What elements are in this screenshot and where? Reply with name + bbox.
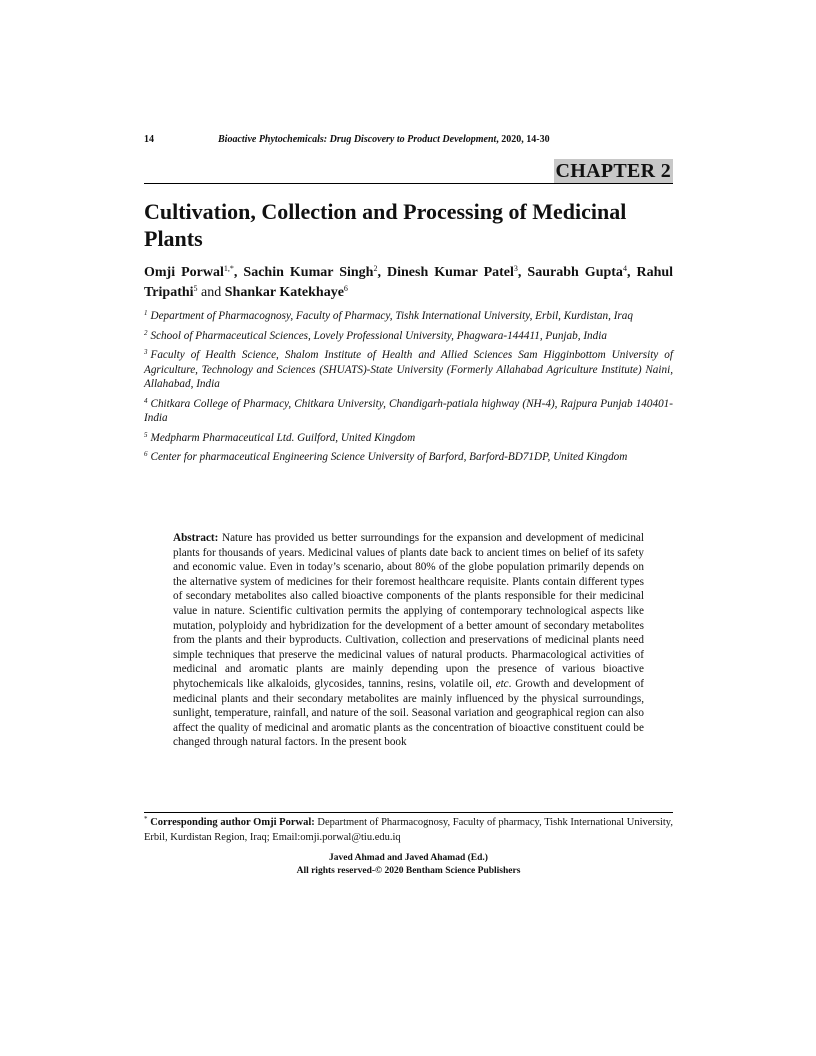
- abstract-label: Abstract:: [173, 532, 219, 544]
- abstract-text-continued: . Growth and development of medicinal plants and their secondary metabolites are mainly influenced by the physical surroundings, sunlight, temperature, rainfall, and nature of the soil. Seasonal variation and geographical region can also affect the quality of medicinal and aromatic plants as the concentration of bioactive constituent could be changed through natural factors. In the present book: [173, 677, 645, 749]
- page-number: 14: [144, 134, 154, 145]
- affiliation-item: [144, 397, 673, 426]
- author-separator: ,: [233, 265, 244, 280]
- affiliation-item: [144, 309, 673, 324]
- journal-title: Bioactive Phytochemicals: Drug Discovery to Product Development: [218, 134, 497, 145]
- editors-line: Javed Ahmad and Javed Ahamad (Ed.): [329, 853, 488, 863]
- author-name: Rahul Tripathi: [144, 265, 674, 300]
- abstract-etc: etc: [495, 677, 509, 690]
- footnote-divider: [144, 812, 673, 813]
- affiliation-item: [144, 348, 673, 392]
- author-separator: ,: [626, 265, 637, 280]
- affiliation-item: [144, 431, 673, 446]
- author-name: Shankar Katekhaye: [224, 285, 344, 300]
- affiliation-text: Medpharm Pharmaceutical Ltd. Guilford, United Kingdom: [150, 431, 416, 444]
- rights-line: All rights reserved-© 2020 Bentham Science Publishers: [296, 865, 521, 876]
- journal-year-pages: , 2020, 14-30: [496, 134, 550, 145]
- author-sup: 5: [193, 284, 198, 293]
- author-name: Dinesh Kumar Patel: [387, 265, 514, 280]
- affiliation-item: [144, 329, 673, 344]
- affiliation-sup: 1: [144, 309, 148, 317]
- affiliation-sup: 2: [144, 328, 148, 337]
- author-name: Sachin Kumar Singh: [243, 265, 374, 280]
- author-sup: 1,*: [223, 264, 234, 273]
- affiliation-text: Center for pharmaceutical Engineering Science University of Barford, Barford-BD71DP, United Kingdom: [150, 451, 628, 463]
- affiliation-text: Department of Pharmacognosy, Faculty of Pharmacy, Tishk International University, Erbil, Kurdistan, Iraq: [150, 310, 633, 322]
- abstract: [173, 531, 644, 750]
- affiliation-sup: 6: [144, 450, 148, 458]
- footnote-marker: *: [144, 815, 148, 823]
- affiliation-sup: 5: [144, 430, 148, 439]
- affiliation-text: Faculty of Health Science, Shalom Institute of Health and Allied Sciences Sam Higginbottom University of Agriculture, Technology and Sciences (SHUATS)-State University (Formerly Allahabad Agriculture Institute) Naini, Allahabad, India: [144, 349, 673, 390]
- corresponding-author-footnote: [144, 816, 673, 845]
- affiliation-text: School of Pharmaceutical Sciences, Lovely Professional University, Phagwara-144411, Punjab, India: [150, 329, 607, 342]
- chapter-title: Cultivation, Collection and Processing of Medicinal Plants: [144, 199, 627, 251]
- chapter-label: CHAPTER 2: [555, 160, 671, 182]
- chapter-divider: [144, 183, 673, 184]
- author-name: Omji Porwal: [144, 265, 224, 280]
- abstract-text: Nature has provided us better surroundings for the expansion and development of medicinal plants for thousands of years. Medicinal values of plants date back to ancient times on belief of its safety and economic value. Even in today’s scenario, about 80% of the globe population primarily depends on the alternative system of medicines for their foremost healthcare requisite. Plants contain different types of secondary metabolites also called bioactive components of the plants responsible for their medicinal value in nature. Scientific cultivation permits the applying of contemporary technological aspects like mutation, polyploidy and hybridization for the development of a better amount of secondary metabolites from the plants and their byproducts. Cultivation, collection and preservations of medicinal plants need simple techniques that preserve the medicinal values of natural products. Pharmacological activities of medicinal and aromatic plants are mainly depending upon the presence of various bioactive phytochemicals like alkaloids, glycosides, tannins, resins, volatile oil,: [173, 532, 644, 690]
- journal-citation: [218, 133, 550, 146]
- footnote-text: Department of Pharmacognosy, Faculty of pharmacy, Tishk International University, Erbil, Kurdistan Region, Iraq; Email:omji.porwal@tiu.edu.iq: [144, 817, 674, 843]
- affiliation-sup: 3: [144, 348, 148, 356]
- author-sup: 4: [622, 264, 627, 273]
- author-separator: ,: [517, 265, 528, 280]
- author-separator: and: [197, 285, 225, 300]
- affiliation-item: [144, 450, 673, 465]
- affiliation-list: [144, 309, 673, 470]
- affiliation-text: Chitkara College of Pharmacy, Chitkara University, Chandigarh-patiala highway (NH-4), Rajpura Punjab 140401-India: [144, 397, 673, 424]
- author-name: Saurabh Gupta: [527, 265, 623, 280]
- author-sup: 3: [513, 264, 518, 273]
- footnote-label: Corresponding author Omji Porwal:: [150, 817, 315, 828]
- author-sup: 6: [343, 284, 348, 293]
- author-list: [144, 263, 673, 303]
- publisher-info: [144, 852, 673, 877]
- affiliation-sup: 4: [144, 396, 148, 405]
- author-separator: ,: [377, 265, 387, 280]
- author-sup: 2: [373, 264, 378, 273]
